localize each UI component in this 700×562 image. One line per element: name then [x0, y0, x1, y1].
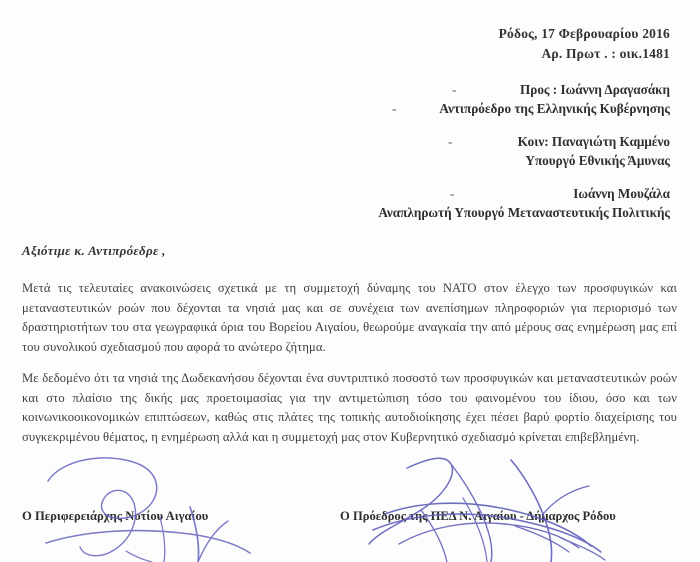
- protocol-number: Αρ. Πρωτ . : οικ.1481: [541, 46, 670, 61]
- recipient-name: Κοιν: Παναγιώτη Καμμένο: [517, 134, 670, 149]
- signature-ink-right: [355, 452, 655, 562]
- recipient-title: Αντιπρόεδρο της Ελληνικής Κυβέρνησης: [439, 101, 670, 116]
- recipient-group-primary: [0, 80, 700, 118]
- recipient-group-cc-defence: [0, 132, 700, 170]
- document-header: [499, 24, 670, 64]
- recipient-name: Ιωάννη Μουζάλα: [573, 186, 670, 201]
- recipient-block: [0, 80, 700, 236]
- bullet-dash-icon: -: [452, 82, 457, 97]
- recipient-line: [0, 184, 700, 203]
- signature-caption-ped-president: Ο Πρόεδρος της ΠΕΔ Ν. Αιγαίου - Δήμαρχος Ρόδου: [340, 509, 616, 523]
- salutation: Αξιότιμε κ. Αντιπρόεδρε ,: [22, 243, 166, 258]
- recipient-group-cc-migration: [0, 184, 700, 222]
- recipient-line: [0, 132, 700, 151]
- bullet-dash-icon: -: [450, 186, 455, 201]
- recipient-line: [0, 80, 700, 99]
- body-paragraph-2: Με δεδομένο ότι τα νησιά της Δωδεκανήσου δέχονται ένα συντριπτικό ποσοστό των προσφυγικών και μεταναστευτικών ροών και στο πλαίσιο της δικής μας προετοιμασίας για την αντιμετώπιση τόσο του φαινομένου του ίδιου, όσο και των κοινωνικοοικονομικών επιπτώσεων, καθώς στις πλάτες της τοπικής αυτοδιοίκησης έχει πέσει βαρύ φορτίο διαχείρισης του συγκεκριμένου θέματος, η ενημέρωση αλλά και η συμμετοχή μας στον Κυβερνητικό σχεδιασμό κρίνεται επιβεβλημένη.: [22, 371, 677, 444]
- recipient-title: Αναπληρωτή Υπουργό Μεταναστευτικής Πολιτικής: [378, 205, 670, 220]
- recipient-name: Προς : Ιωάννη Δραγασάκη: [520, 82, 670, 97]
- recipient-title: Υπουργό Εθνικής Άμυνας: [525, 153, 670, 168]
- recipient-line: [0, 99, 700, 118]
- place-and-date: Ρόδος, 17 Φεβρουαρίου 2016: [498, 26, 670, 41]
- bullet-dash-icon: -: [392, 101, 397, 116]
- signature-caption-regional-governor: Ο Περιφερειάρχης Νοτίου Αιγαίου: [22, 509, 209, 523]
- bullet-dash-icon: -: [448, 134, 453, 149]
- body-paragraph-1: Μετά τις τελευταίες ανακοινώσεις σχετικά με τη συμμετοχή δύναμης του ΝΑΤΟ στον έλεγχο των προσφυγικών και μεταναστευτικών ροών που δέχονται τα νησιά μας και σε συνέχεια των ανεπίσημων πληροφοριών για περιορισμό των δραστηριοτήτων του στα γεωγραφικά όρια του Βορείου Αιγαίου, θεωρούμε αναγκαία την από μέρους σας ενημέρωση μας επί του συνολικού σχεδιασμού που αφορά το ανώτερο ζήτημα.: [22, 281, 677, 354]
